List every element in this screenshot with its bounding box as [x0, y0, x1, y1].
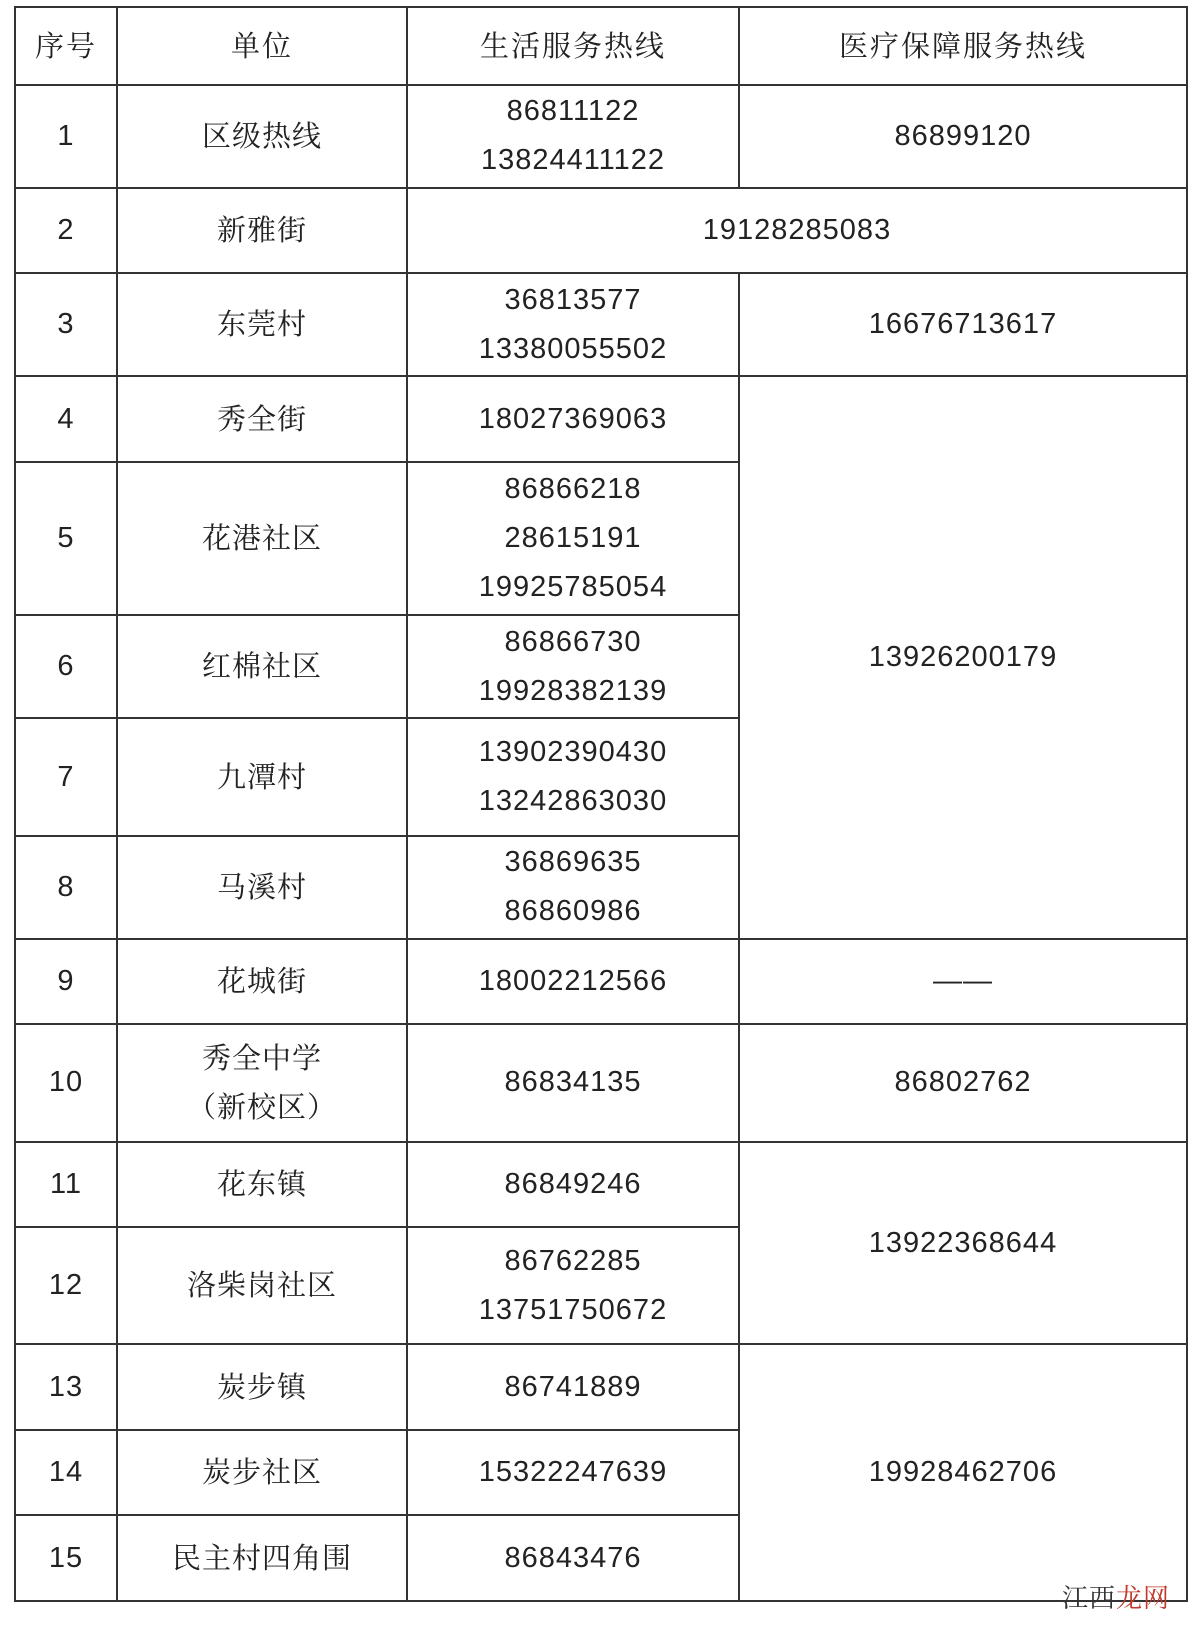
row-index: 14 — [15, 1430, 117, 1515]
row-life-hotline — [407, 462, 739, 615]
row-life-hotline: 86849246 — [407, 1142, 739, 1227]
phone-number: 86866218 — [504, 473, 642, 506]
unit-line: （新校区） — [186, 1089, 337, 1124]
phone-number: 13751750672 — [478, 1293, 668, 1326]
phone-number: 86762285 — [504, 1244, 642, 1277]
row-medical-hotline: —— — [739, 939, 1187, 1024]
row-life-hotline — [407, 718, 739, 835]
table-row — [15, 85, 1187, 188]
row-life-hotline — [407, 836, 739, 939]
merged-medical-hotline: 13926200179 — [739, 376, 1187, 938]
row-life-hotline — [407, 85, 739, 188]
row-life-hotline: 18002212566 — [407, 939, 739, 1024]
phone-number: 13242863030 — [478, 785, 668, 818]
row-unit: 区级热线 — [117, 85, 407, 188]
header-unit: 单位 — [117, 7, 407, 85]
row-index: 5 — [15, 462, 117, 615]
unit-line: 秀全中学 — [201, 1040, 322, 1075]
row-unit: 新雅街 — [117, 188, 407, 273]
row-index: 10 — [15, 1024, 117, 1141]
row-index: 9 — [15, 939, 117, 1024]
row-life-hotline — [407, 273, 739, 376]
phone-number: 86811122 — [506, 95, 640, 128]
row-shared-hotline: 19128285083 — [407, 188, 1187, 273]
row-unit: 秀全街 — [117, 376, 407, 461]
row-life-hotline: 15322247639 — [407, 1430, 739, 1515]
row-unit: 九潭村 — [117, 718, 407, 835]
watermark-logo — [1062, 1578, 1170, 1615]
row-unit: 东莞村 — [117, 273, 407, 376]
table-row — [15, 1024, 1187, 1141]
row-unit: 红棉社区 — [117, 615, 407, 718]
phone-number: 36813577 — [504, 283, 642, 316]
row-medical-hotline: 16676713617 — [739, 273, 1187, 376]
phone-number: 86860986 — [504, 895, 642, 928]
row-life-hotline: 86843476 — [407, 1515, 739, 1601]
phone-number: 19925785054 — [478, 571, 668, 604]
row-index: 2 — [15, 188, 117, 273]
watermark-part-a: 江西 — [1061, 1584, 1116, 1614]
row-unit: 洛柴岗社区 — [117, 1227, 407, 1344]
row-medical-hotline: 86899120 — [739, 85, 1187, 188]
row-index: 8 — [15, 836, 117, 939]
row-index: 4 — [15, 376, 117, 461]
row-index: 6 — [15, 615, 117, 718]
table-row — [15, 376, 1187, 461]
row-medical-hotline: 86802762 — [739, 1024, 1187, 1141]
row-unit: 炭步镇 — [117, 1344, 407, 1429]
table-row — [15, 939, 1187, 1024]
phone-number: 13902390430 — [478, 736, 668, 769]
row-index: 7 — [15, 718, 117, 835]
row-unit: 花城街 — [117, 939, 407, 1024]
row-life-hotline — [407, 1227, 739, 1344]
row-life-hotline: 86741889 — [407, 1344, 739, 1429]
phone-number: 28615191 — [504, 522, 642, 555]
row-index: 1 — [15, 85, 117, 188]
phone-number: 36869635 — [504, 846, 642, 879]
row-index: 15 — [15, 1515, 117, 1601]
row-life-hotline: 18027369063 — [407, 376, 739, 461]
phone-number: 86866730 — [504, 625, 642, 658]
phone-number: 13380055502 — [478, 332, 668, 365]
table-row — [15, 1344, 1187, 1429]
row-unit: 民主村四角围 — [117, 1515, 407, 1601]
table-header-row — [15, 7, 1187, 85]
hotline-table — [14, 6, 1188, 1602]
row-index: 12 — [15, 1227, 117, 1344]
row-index: 13 — [15, 1344, 117, 1429]
table-row — [15, 1142, 1187, 1227]
phone-number: 19928382139 — [478, 674, 668, 707]
row-unit: 炭步社区 — [117, 1430, 407, 1515]
row-unit: 马溪村 — [117, 836, 407, 939]
merged-medical-hotline: 13922368644 — [739, 1142, 1187, 1345]
row-unit — [117, 1024, 407, 1141]
header-life-hotline: 生活服务热线 — [407, 7, 739, 85]
watermark-part-b: 龙网 — [1115, 1584, 1170, 1614]
merged-medical-hotline: 19928462706 — [739, 1344, 1187, 1601]
row-unit: 花东镇 — [117, 1142, 407, 1227]
header-medical-hotline: 医疗保障服务热线 — [739, 7, 1187, 85]
phone-number: 13824411122 — [480, 144, 666, 177]
row-life-hotline — [407, 615, 739, 718]
row-index: 3 — [15, 273, 117, 376]
header-index: 序号 — [15, 7, 117, 85]
table-row — [15, 188, 1187, 273]
row-index: 11 — [15, 1142, 117, 1227]
row-unit: 花港社区 — [117, 462, 407, 615]
row-life-hotline: 86834135 — [407, 1024, 739, 1141]
table-row — [15, 273, 1187, 376]
